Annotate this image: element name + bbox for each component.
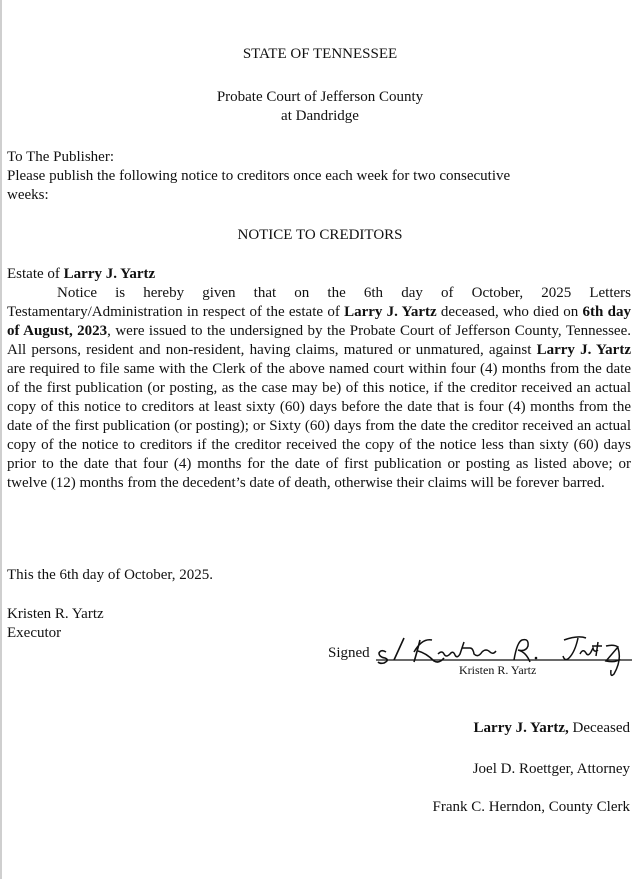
signed-label: Signed [328, 645, 370, 661]
publisher-request-line1: Please publish the following notice to creditors once each week for two consecutive [7, 168, 511, 184]
page-edge [0, 0, 2, 879]
state-heading: STATE OF TENNESSEE [242, 46, 398, 62]
body-decedent-name-2: Larry J. Yartz [536, 342, 631, 358]
dated-line: This the 6th day of October, 2025. [7, 567, 214, 583]
signer-printed-name: Kristen R. Yartz [459, 663, 537, 677]
court-location: at Dandridge [281, 108, 359, 124]
attorney-line: Joel D. Roettger, Attorney [472, 761, 630, 777]
estate-label: Estate of [7, 266, 60, 282]
publisher-request-line2: weeks: [7, 187, 49, 203]
executor-name: Kristen R. Yartz [7, 606, 104, 622]
estate-decedent-name: Larry J. Yartz [63, 266, 156, 282]
court-name: Probate Court of Jefferson County [216, 89, 424, 105]
publisher-salutation: To The Publisher: [7, 149, 114, 165]
estate-line [7, 265, 155, 284]
notice-title: NOTICE TO CREDITORS [237, 227, 403, 243]
executor-title: Executor [7, 625, 62, 641]
notice-body [7, 284, 631, 493]
body-date-of-death: 6th day of August, 2023 [7, 304, 631, 339]
body-decedent-name-1: Larry J. Yartz [344, 304, 437, 320]
body-text-4: are required to file same with the Clerk of the above named court within four (4) months from the date of the first publication (or posting, as the case may be) of this notice, if the creditor received an actual copy of this notice to creditors at least sixty (60) days before the date that is four (4) months from the date of the first publication (or posting); or Sixty (60) days from the date the creditor received an actual copy of the notice to creditors if the creditor received the copy of the notice less than sixty (60) days prior to the date that four (4) months for the date of first publication or posting as listed above; or twelve (12) months from the decedent’s date of death, otherwise their claims will be forever barred. [7, 361, 631, 491]
deceased-line [230, 719, 630, 738]
body-text-1: Notice is hereby given that on the 6th day of October, 2025 Letters Testamentary/Administration in respect of the estate of [7, 285, 631, 320]
body-text-2: deceased, who died on [436, 304, 583, 320]
signature-block [328, 632, 634, 684]
deceased-name: Larry J. Yartz, [473, 720, 569, 736]
body-text-3: , were issued to the undersigned by the Probate Court of Jefferson County, Tennessee. All persons, resident and non-resident, having claims, matured or unmatured, against [7, 323, 631, 358]
deceased-label: Deceased [568, 720, 630, 736]
clerk-line: Frank C. Herndon, County Clerk [432, 799, 630, 815]
